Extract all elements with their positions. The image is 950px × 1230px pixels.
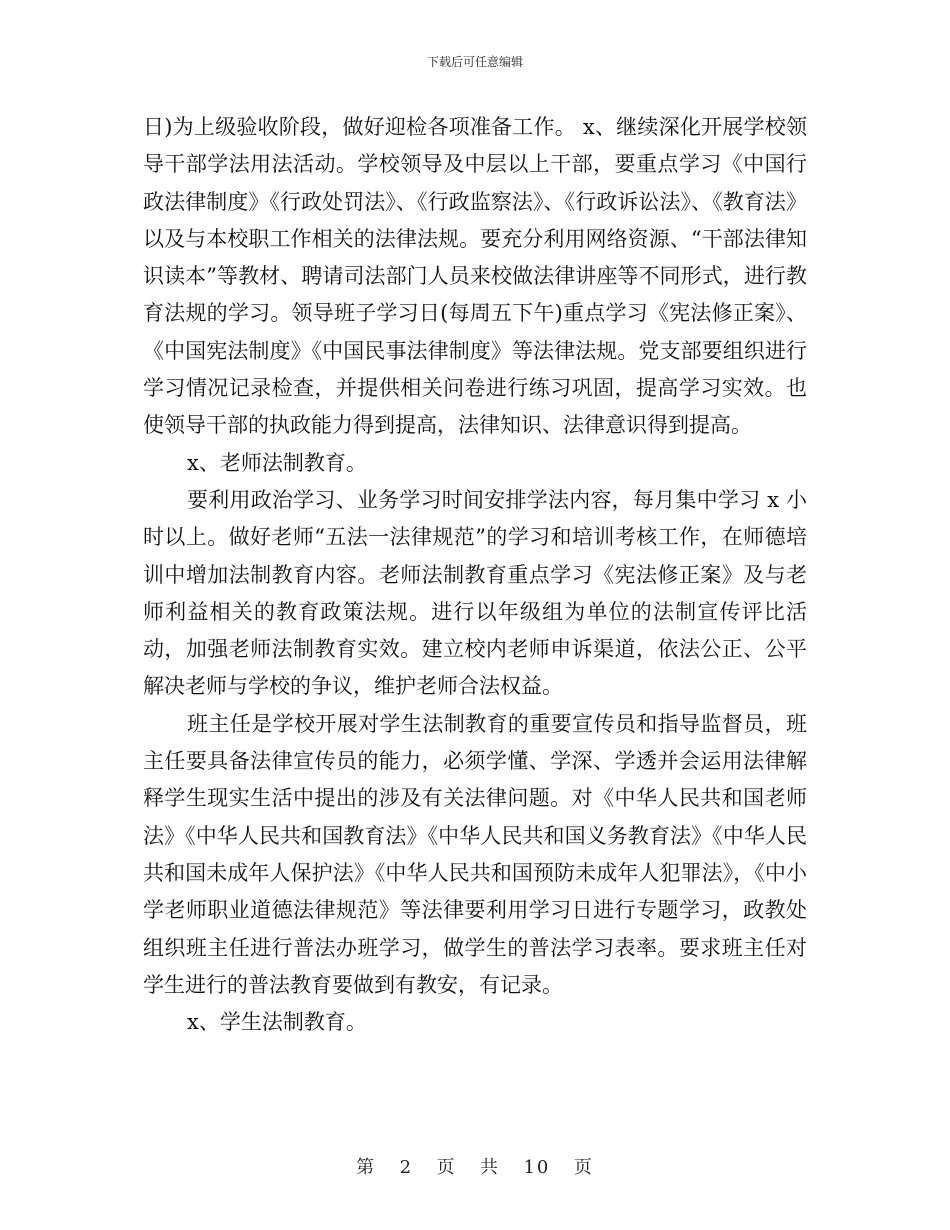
paragraph-3: 要利用政治学习、业务学习时间安排学法内容，每月集中学习 x 小时以上。做好老师“五法一法律规范”的学习和培训考核工作，在师德培训中增加法制教育内容。老师法制教育重点学习《宪法修正案》及与老师利益相关的教育政策法规。进行以年级组为单位的法制宣传评比活动，加强老师法制教育实效。建立校内老师申诉渠道，依法公正、公平解决老师与学校的争议，维护老师合法权益。 [143,487,807,699]
footer-total-pages: 10 [523,1157,551,1178]
paragraph-5-heading: x、学生法制教育。 [187,1010,367,1035]
paragraph-1: 日)为上级验收阶段，做好迎检各项准备工作。 x、继续深化开展学校领导干部学法用法活动。学校领导及中层以上干部，要重点学习《中国行政法律制度》《行政处罚法》、《行政监察法》、《行政诉讼法》、《教育法》以及与本校职工作相关的法律法规。要充分利用网络资源、“干部法律知识读本”等教材、聘请司法部门人员来校做法律讲座等不同形式，进行教育法规的学习。领导班子学习日(每周五下午)重点学习《宪法修正案》、《中国宪法制度》《中国民事法律制度》等法律法规。党支部要组织进行学习情况记录检查，并提供相关问卷进行练习巩固，提高学习实效。也使领导干部的执政能力得到提高，法律知识、法律意识得到提高。 [143,115,807,438]
document-body [143,109,807,1041]
page-footer [0,1153,950,1179]
footer-prefix: 第 [356,1157,377,1178]
footer-total-word: 共 [480,1157,500,1178]
page-header: 下载后可任意编辑 [426,55,523,69]
paragraph-2-heading: x、老师法制教育。 [187,450,367,475]
footer-page-word: 页 [436,1157,457,1178]
footer-suffix: 页 [573,1157,594,1178]
paragraph-4: 班主任是学校开展对学生法制教育的重要宣传员和指导监督员，班主任要具备法律宣传员的能力，必须学懂、学深、学透并会运用法律解释学生现实生活中提出的涉及有关法律问题。对《中华人民共和国老师法》《中华人民共和国教育法》《中华人民共和国义务教育法》《中华人民共和国未成年人保护法》《中华人民共和国预防未成年人犯罪法》，《中小学老师职业道德法律规范》等法律要利用学习日进行专题学习，政教处组织班主任进行普法办班学习，做学生的普法学习表率。要求班主任对学生进行的普法教育要做到有教安，有记录。 [143,711,807,997]
footer-current-page: 2 [399,1157,414,1178]
